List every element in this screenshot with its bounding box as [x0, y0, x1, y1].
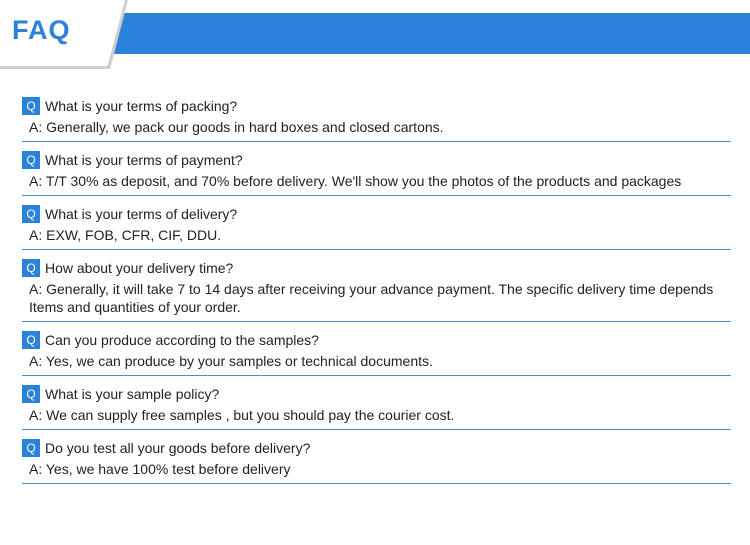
faq-answer: A: T/T 30% as deposit, and 70% before delivery. We'll show you the photos of the products and packages [29, 173, 682, 189]
faq-list [22, 97, 731, 493]
faq-answer: A: Yes, we can produce by your samples or technical documents. [29, 353, 433, 369]
question-badge-icon: Q [22, 331, 40, 349]
faq-question: What is your terms of payment? [45, 152, 243, 168]
question-badge-icon: Q [22, 259, 40, 277]
faq-question: Can you produce according to the samples? [45, 332, 319, 348]
faq-question-row [22, 439, 731, 457]
faq-question-row [22, 205, 731, 223]
faq-answer: A: Generally, we pack our goods in hard boxes and closed cartons. [29, 119, 444, 135]
faq-question: What is your terms of packing? [45, 98, 238, 114]
question-badge-icon: Q [22, 385, 40, 403]
faq-question-row [22, 259, 731, 277]
faq-answer: A: Yes, we have 100% test before delivery [29, 461, 291, 477]
faq-item-sample-policy [22, 385, 731, 430]
question-badge-icon: Q [22, 97, 40, 115]
faq-item-testing [22, 439, 731, 484]
question-badge-icon: Q [22, 151, 40, 169]
question-badge-icon: Q [22, 439, 40, 457]
faq-item-delivery-terms [22, 205, 731, 250]
faq-question: What is your terms of delivery? [45, 206, 238, 222]
faq-question-row [22, 97, 731, 115]
faq-question-row [22, 151, 731, 169]
question-badge-icon: Q [22, 205, 40, 223]
faq-answer: A: EXW, FOB, CFR, CIF, DDU. [29, 227, 222, 243]
banner-bar [100, 13, 750, 54]
faq-item-packing [22, 97, 731, 142]
page-title: FAQ [12, 15, 71, 45]
faq-question-row [22, 385, 731, 403]
faq-question: Do you test all your goods before delivery? [45, 440, 311, 456]
faq-question: How about your delivery time? [45, 260, 234, 276]
faq-answer: A: Generally, it will take 7 to 14 days after receiving your advance payment. The specific delivery time depends Items and quantities of your order. [29, 281, 714, 315]
faq-banner [0, 0, 750, 70]
faq-question-row [22, 331, 731, 349]
faq-question: What is your sample policy? [45, 386, 220, 402]
faq-item-payment [22, 151, 731, 196]
faq-answer: A: We can supply free samples , but you should pay the courier cost. [29, 407, 455, 423]
faq-item-delivery-time [22, 259, 731, 322]
faq-item-samples [22, 331, 731, 376]
